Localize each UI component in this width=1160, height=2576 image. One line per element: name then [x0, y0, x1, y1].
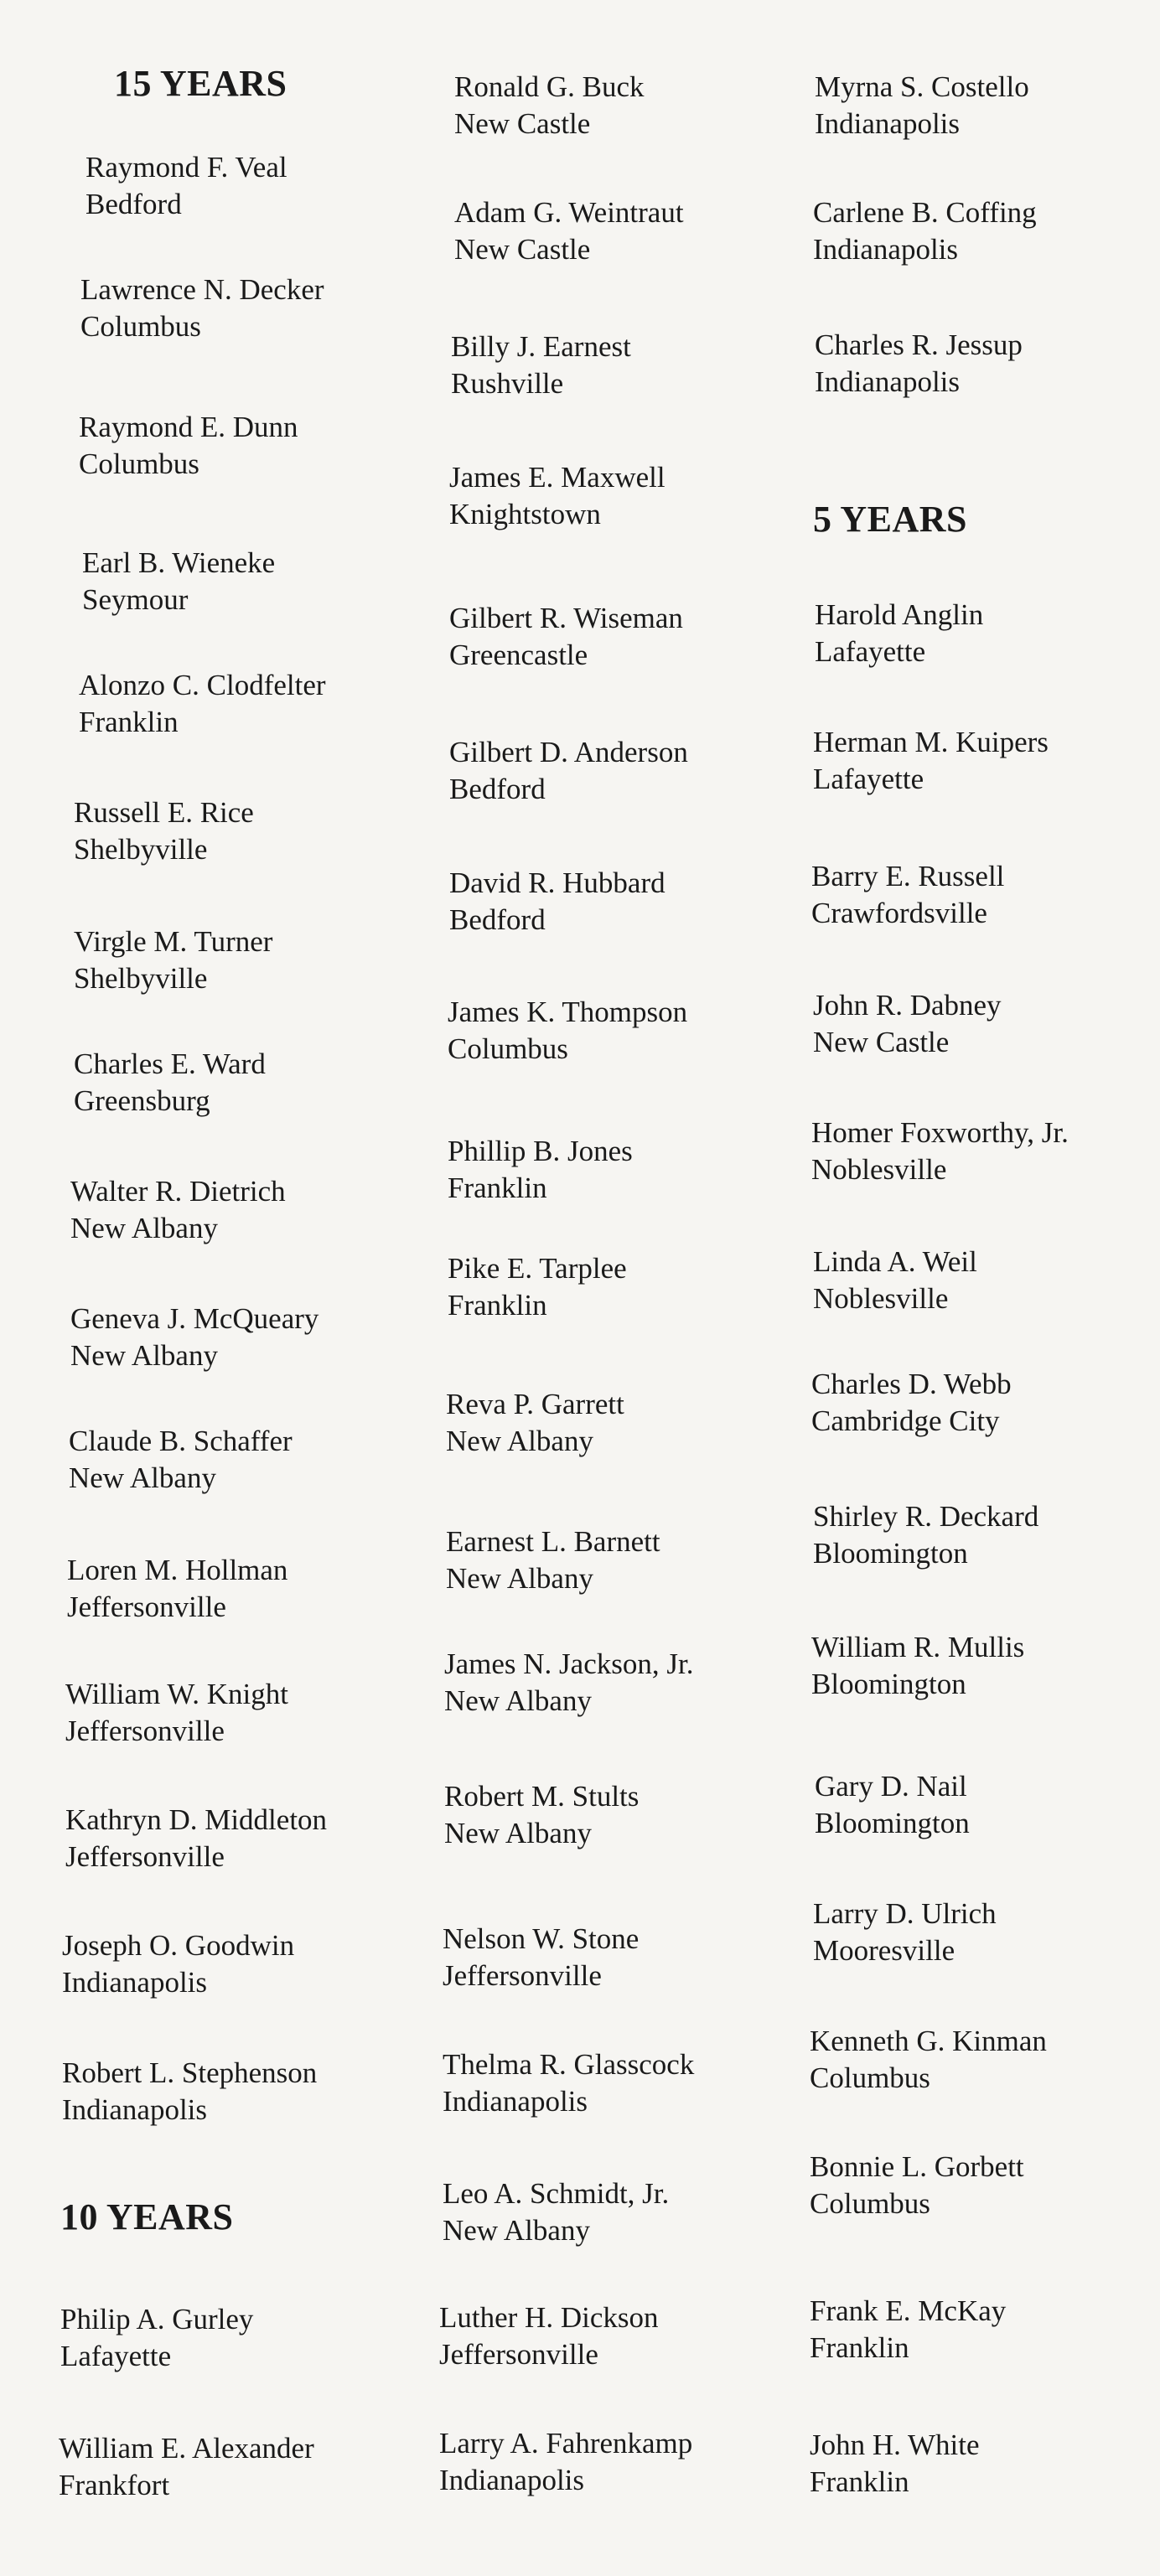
list-item — [449, 600, 683, 674]
list-item — [811, 1629, 1024, 1703]
employee-name: Nelson W. Stone — [443, 1922, 640, 1955]
employee-name: Virgle M. Turner — [74, 925, 273, 958]
employee-city: Jeffersonville — [65, 1715, 225, 1747]
employee-name: Joseph O. Goodwin — [62, 1929, 295, 1962]
list-item — [70, 1301, 318, 1374]
employee-city: Noblesville — [811, 1153, 947, 1186]
list-item — [60, 2301, 253, 2375]
employee-city: Bloomington — [811, 1668, 966, 1700]
employee-city: Bloomington — [813, 1537, 968, 1570]
employee-name: Gilbert D. Anderson — [449, 736, 688, 768]
employee-city: New Castle — [813, 1026, 950, 1058]
employee-name: William W. Knight — [65, 1678, 288, 1710]
employee-name: Loren M. Hollman — [67, 1554, 288, 1586]
employee-name: Barry E. Russell — [811, 860, 1005, 892]
employee-name: Geneva J. McQueary — [70, 1302, 319, 1335]
list-item — [74, 794, 254, 868]
employee-city: Franklin — [810, 2465, 909, 2498]
employee-city: Cambridge City — [811, 1404, 1000, 1437]
list-item — [813, 194, 1037, 268]
employee-city: New Castle — [454, 233, 591, 266]
employee-name: James N. Jackson, Jr. — [444, 1648, 694, 1680]
employee-name: Adam G. Weintraut — [454, 196, 684, 229]
list-item — [811, 1366, 1012, 1440]
employee-city: Franklin — [448, 1289, 547, 1322]
list-item — [448, 1250, 627, 1324]
list-item — [70, 1173, 286, 1247]
employee-name: Herman M. Kuipers — [813, 726, 1049, 758]
list-item — [74, 1046, 266, 1120]
heading-10-years: 10 YEARS — [60, 2196, 234, 2237]
list-item — [69, 1423, 293, 1497]
employee-city: Jeffersonville — [67, 1591, 226, 1623]
employee-city: Jeffersonville — [65, 1840, 225, 1873]
employee-city: Columbus — [80, 310, 201, 343]
list-item — [443, 2175, 669, 2249]
employee-name: Earl B. Wieneke — [82, 546, 276, 579]
employee-name: Charles E. Ward — [74, 1047, 266, 1080]
list-item — [67, 1552, 287, 1626]
employee-city: Indianapolis — [439, 2464, 585, 2496]
employee-city: New Albany — [446, 1562, 593, 1595]
employee-name: Charles D. Webb — [811, 1368, 1012, 1400]
employee-city: New Albany — [444, 1817, 592, 1849]
list-item — [454, 194, 684, 268]
heading-5-years: 5 YEARS — [813, 499, 968, 540]
employee-name: Harold Anglin — [815, 598, 984, 631]
list-item — [454, 69, 645, 142]
employee-city: Franklin — [79, 706, 179, 738]
employee-name: Frank E. McKay — [810, 2294, 1007, 2327]
list-item — [62, 1927, 294, 2001]
list-item — [65, 1802, 327, 1875]
employee-city: Bedford — [449, 903, 546, 936]
list-item — [815, 69, 1029, 142]
employee-city: Shelbyville — [74, 962, 208, 995]
employee-name: Robert L. Stephenson — [62, 2056, 318, 2089]
list-item — [449, 459, 665, 533]
employee-city: Bloomington — [815, 1807, 970, 1839]
list-item — [448, 1133, 633, 1207]
employee-city: Bedford — [85, 188, 182, 220]
list-item — [444, 1646, 693, 1720]
list-item — [79, 409, 298, 483]
employee-name: Pike E. Tarplee — [448, 1252, 627, 1285]
employee-name: Russell E. Rice — [74, 796, 254, 829]
list-item — [815, 1768, 970, 1842]
employee-city: Frankfort — [59, 2469, 170, 2501]
employee-name: Kenneth G. Kinman — [810, 2025, 1047, 2057]
employee-name: Kathryn D. Middleton — [65, 1803, 328, 1836]
employee-city: Indianapolis — [443, 2085, 588, 2118]
list-item — [446, 1523, 660, 1597]
employee-city: Lafayette — [815, 635, 926, 668]
employee-city: Columbus — [448, 1032, 568, 1065]
employee-city: Indianapolis — [62, 2093, 208, 2126]
list-item — [59, 2430, 314, 2504]
heading-15-years: 15 YEARS — [114, 63, 287, 104]
employee-city: Indianapolis — [815, 107, 961, 140]
employee-name: Luther H. Dickson — [439, 2301, 659, 2334]
employee-city: Lafayette — [60, 2340, 172, 2372]
employee-name: Myrna S. Costello — [815, 70, 1029, 103]
list-item — [451, 328, 631, 402]
employee-city: Franklin — [810, 2331, 909, 2364]
employee-city: Crawfordsville — [811, 897, 987, 929]
employee-city: Shelbyville — [74, 833, 208, 866]
employee-name: John R. Dabney — [813, 989, 1002, 1022]
list-item — [439, 2425, 692, 2499]
employee-name: James K. Thompson — [448, 996, 688, 1028]
employee-name: Billy J. Earnest — [451, 330, 631, 363]
list-item — [810, 2149, 1024, 2222]
list-item — [449, 734, 688, 808]
list-item — [813, 724, 1049, 798]
list-item — [65, 1676, 288, 1750]
list-item — [449, 865, 665, 939]
employee-city: Mooresville — [813, 1934, 955, 1967]
list-item — [815, 597, 983, 670]
list-item — [810, 2293, 1006, 2367]
employee-name: Reva P. Garrett — [446, 1388, 624, 1420]
list-item — [443, 1921, 639, 1994]
employee-name: Walter R. Dietrich — [70, 1175, 286, 1208]
employee-name: Charles R. Jessup — [815, 328, 1023, 361]
employee-name: Raymond E. Dunn — [79, 411, 298, 443]
employee-name: Gilbert R. Wiseman — [449, 602, 683, 634]
employee-city: New Albany — [446, 1425, 593, 1457]
employee-city: Bedford — [449, 773, 546, 805]
employee-city: Greensburg — [74, 1084, 210, 1117]
employee-city: New Albany — [69, 1461, 216, 1494]
employee-city: Columbus — [810, 2187, 930, 2220]
list-item — [811, 858, 1004, 932]
employee-city: Columbus — [810, 2061, 930, 2094]
employee-city: Indianapolis — [815, 365, 961, 398]
employee-name: Earnest L. Barnett — [446, 1525, 660, 1558]
employee-city: Knightstown — [449, 498, 601, 530]
list-item — [82, 545, 275, 618]
employee-name: William R. Mullis — [811, 1631, 1025, 1663]
employee-name: Phillip B. Jones — [448, 1135, 633, 1167]
employee-name: Philip A. Gurley — [60, 2303, 254, 2335]
employee-name: Larry A. Fahrenkamp — [439, 2427, 693, 2460]
employee-city: Jeffersonville — [443, 1959, 602, 1992]
employee-name: Claude B. Schaffer — [69, 1425, 293, 1457]
list-item — [446, 1386, 624, 1460]
employee-city: Seymour — [82, 583, 189, 616]
employee-city: Rushville — [451, 367, 564, 400]
list-item — [813, 1498, 1038, 1572]
employee-name: Thelma R. Glasscock — [443, 2048, 695, 2081]
employee-name: John H. White — [810, 2429, 980, 2461]
list-item — [813, 987, 1002, 1061]
list-item — [813, 1244, 977, 1317]
employee-name: Gary D. Nail — [815, 1770, 967, 1803]
list-item — [62, 2055, 317, 2129]
employee-name: Alonzo C. Clodfelter — [79, 669, 326, 701]
employee-city: Lafayette — [813, 763, 924, 795]
employee-name: Homer Foxworthy, Jr. — [811, 1116, 1069, 1149]
employee-city: Indianapolis — [62, 1966, 208, 1999]
employee-city: Greencastle — [449, 639, 588, 671]
list-item — [810, 2023, 1047, 2097]
employee-city: New Albany — [443, 2214, 590, 2247]
list-item — [79, 667, 326, 741]
employee-city: Franklin — [448, 1172, 547, 1204]
employee-name: Leo A. Schmidt, Jr. — [443, 2177, 670, 2210]
employee-name: David R. Hubbard — [449, 866, 665, 899]
list-item — [810, 2427, 980, 2501]
employee-name: Larry D. Ulrich — [813, 1897, 997, 1930]
employee-name: Ronald G. Buck — [454, 70, 645, 103]
employee-city: Noblesville — [813, 1282, 949, 1315]
employee-name: Lawrence N. Decker — [80, 273, 324, 306]
list-item — [80, 272, 324, 345]
list-item — [443, 2046, 694, 2120]
employee-name: Linda A. Weil — [813, 1245, 977, 1278]
employee-city: New Albany — [70, 1212, 218, 1244]
list-item — [439, 2299, 658, 2373]
employee-name: Raymond F. Veal — [85, 151, 287, 184]
employee-name: William E. Alexander — [59, 2432, 314, 2465]
employee-name: James E. Maxwell — [449, 461, 665, 494]
employee-city: New Castle — [454, 107, 591, 140]
employee-name: Shirley R. Deckard — [813, 1500, 1039, 1533]
list-item — [74, 923, 272, 997]
employee-city: Columbus — [79, 447, 199, 480]
employee-city: Indianapolis — [813, 233, 959, 266]
list-item — [811, 1115, 1069, 1188]
list-item — [815, 327, 1023, 401]
employee-name: Robert M. Stults — [444, 1780, 640, 1813]
employee-city: Jeffersonville — [439, 2338, 598, 2371]
list-item — [448, 994, 687, 1068]
list-item — [85, 149, 287, 223]
list-item — [444, 1778, 639, 1852]
list-item — [813, 1896, 997, 1969]
employee-city: New Albany — [444, 1684, 592, 1717]
employee-city: New Albany — [70, 1339, 218, 1372]
employee-name: Carlene B. Coffing — [813, 196, 1037, 229]
employee-name: Bonnie L. Gorbett — [810, 2150, 1024, 2183]
